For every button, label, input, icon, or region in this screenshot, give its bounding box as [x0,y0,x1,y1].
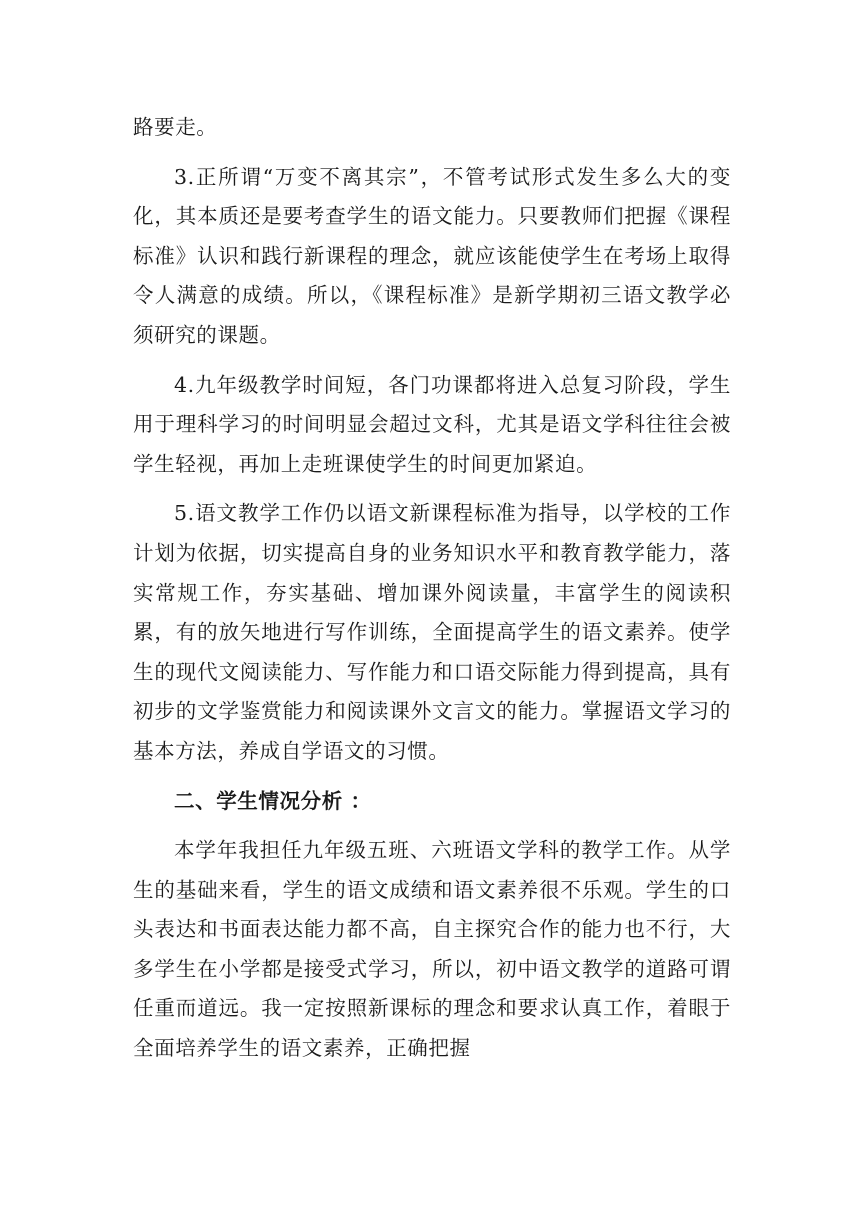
paragraph-item-3: 3.正所谓“万变不离其宗”，不管考试形式发生多么大的变化，其本质还是要考查学生的语文能力。只要教师们把握《课程标准》认识和践行新课程的理念，就应该能使学生在考场上取得令人满意的成绩。所以，《课程标准》是新学期初三语文教学必须研究的课题。 [133,164,731,347]
paragraph-item-5: 5.语文教学工作仍以语文新课程标准为指导，以学校的工作计划为依据，切实提高自身的业务知识水平和教育教学能力，落实常规工作，夯实基础、增加课外阅读量，丰富学生的阅读积累，有的放矢地进行写作训练，全面提高学生的语文素养。使学生的现代文阅读能力、写作能力和口语交际能力得到提高，具有初步的文学鉴赏能力和阅读课外文言文的能力。掌握语文学习的基本方法，养成自学语文的习惯。 [133,501,731,763]
document-body [133,108,731,1079]
section-heading: 二、学生情况分析 ： [174,788,372,813]
paragraph-student-analysis: 本学年我担任九年级五班、六班语文学科的教学工作。从学生的基础来看，学生的语文成绩和语文素养很不乐观。学生的口头表达和书面表达能力都不高，自主探究合作的能力也不行，大多学生在小学都是接受式学习，所以，初中语文教学的道路可谓任重而道远。我一定按照新课标的理念和要求认真工作，着眼于全面培养学生的语文素养，正确把握 [133,838,731,1061]
paragraph-item-4: 4.九年级教学时间短，各门功课都将进入总复习阶段，学生用于理科学习的时间明显会超过文科，尤其是语文学科往往会被学生轻视，再加上走班课使学生的时间更加紧迫。 [133,372,731,476]
paragraph-continuation: 路要走。 [133,115,218,139]
